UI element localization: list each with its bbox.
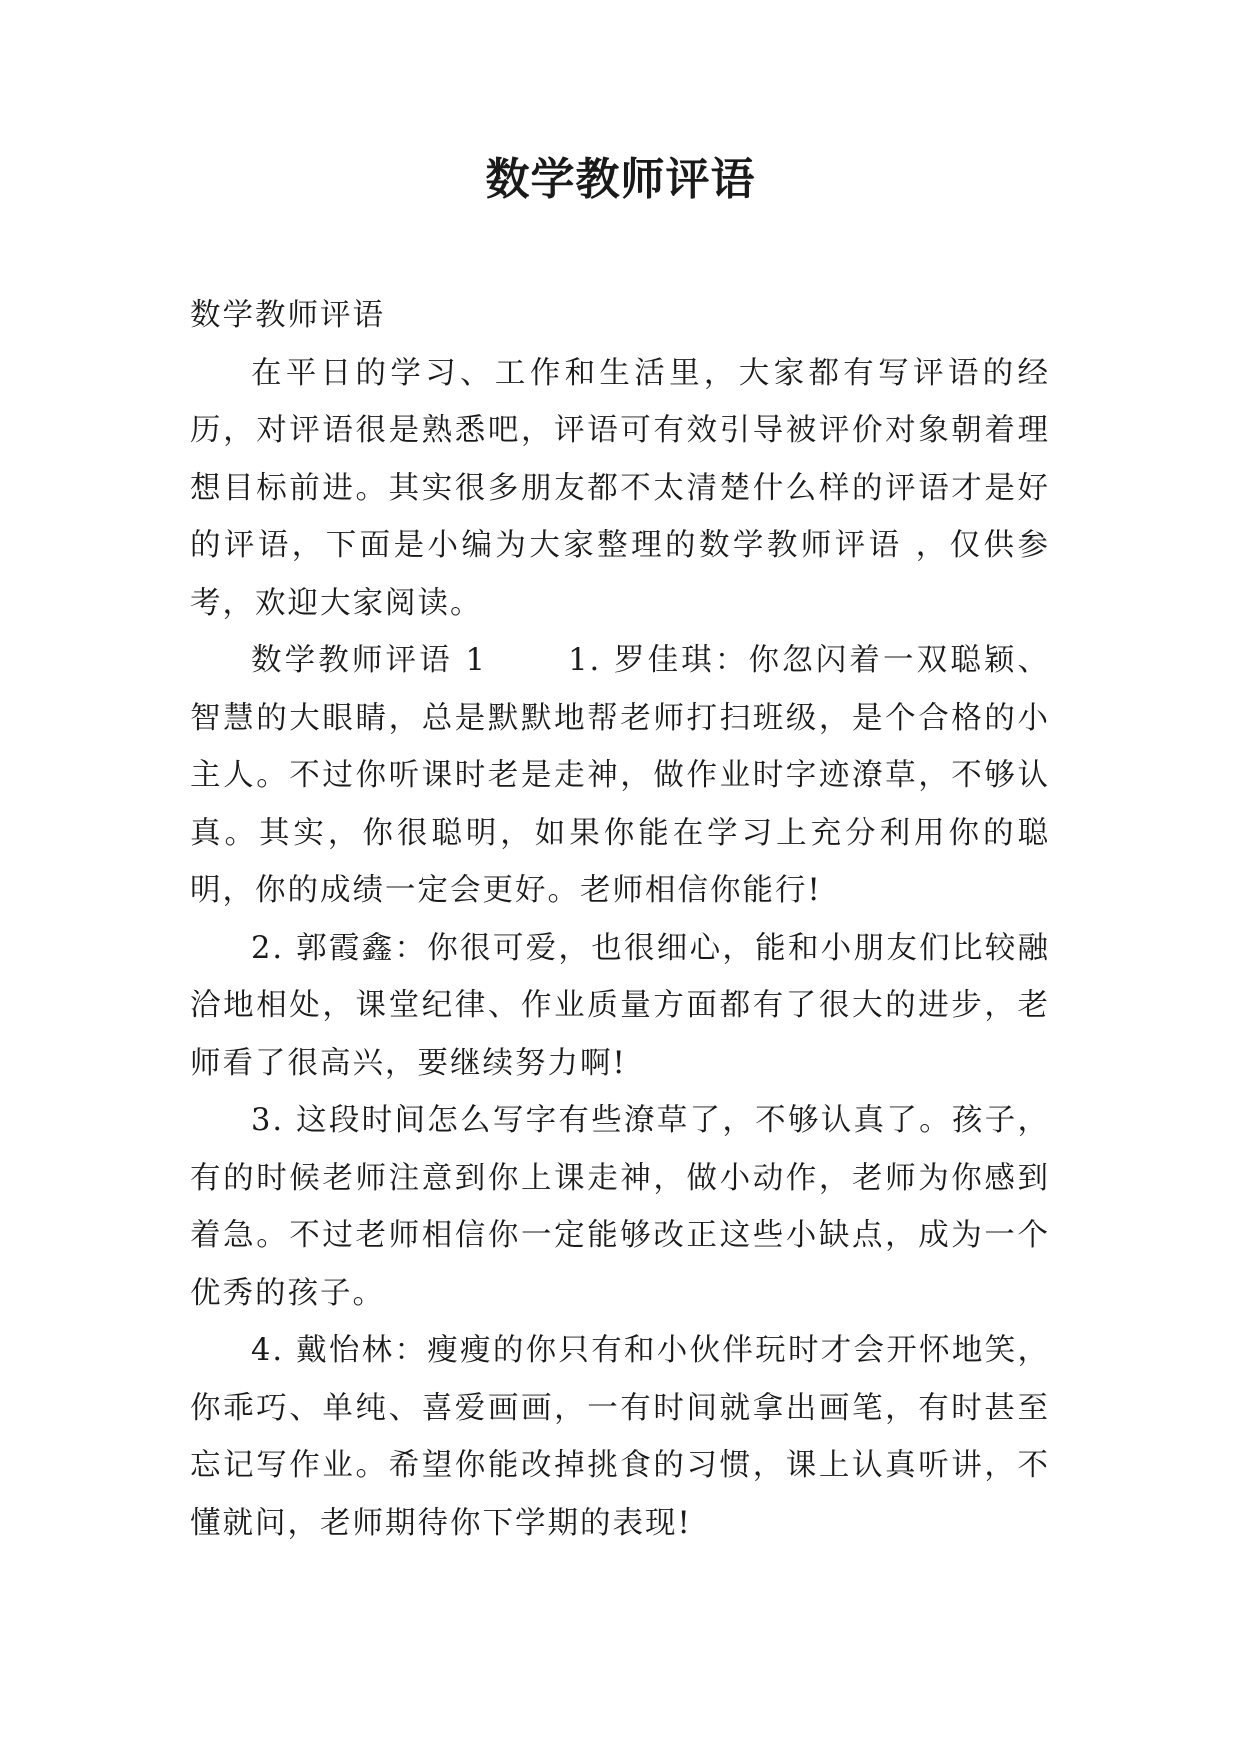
document-body — [190, 287, 1050, 1552]
intro-paragraph: 在平日的学习、工作和生活里，大家都有写评语的经历，对评语很是熟悉吧，评语可有效引导被评价对象朝着理想目标前进。其实很多朋友都不太清楚什么样的评语才是好的评语，下面是小编为大家整理的数学教师评语 ，仅供参考，欢迎大家阅读。 — [190, 355, 1050, 621]
document-subtitle: 数学教师评语 — [190, 298, 385, 333]
comment-paragraph-4: 4. 戴怡林：瘦瘦的你只有和小伙伴玩时才会开怀地笑，你乖巧、单纯、喜爱画画，一有时间就拿出画笔，有时甚至忘记写作业。希望你能改掉挑食的习惯，课上认真听讲，不懂就问，老师期待你下学期的表现! — [190, 1333, 1050, 1541]
comment-paragraph-3: 3. 这段时间怎么写字有些潦草了，不够认真了。孩子，有的时候老师注意到你上课走神，做小动作，老师为你感到着急。不过老师相信你一定能够改正这些小缺点，成为一个优秀的孩子。 — [190, 1103, 1050, 1311]
comment-paragraph-2: 2. 郭霞鑫：你很可爱，也很细心，能和小朋友们比较融洽地相处，课堂纪律、作业质量方面都有了很大的进步，老师看了很高兴，要继续努力啊! — [190, 930, 1050, 1081]
comment-paragraph-1: 数学教师评语 1 1. 罗佳琪：你忽闪着一双聪颖、智慧的大眼睛，总是默默地帮老师打扫班级，是个合格的小主人。不过你听课时老是走神，做作业时字迹潦草，不够认真。其实，你很聪明，如果你能在学习上充分利用你的聪明，你的成绩一定会更好。老师相信你能行! — [190, 643, 1050, 908]
document-title: 数学教师评语 — [485, 154, 756, 205]
